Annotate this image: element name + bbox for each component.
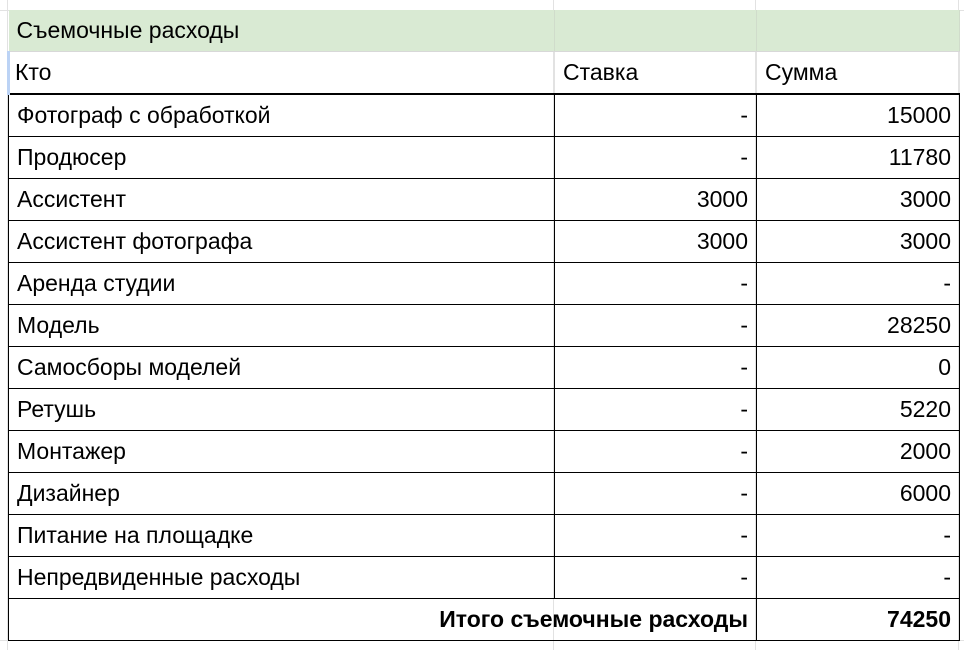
- sum-cell[interactable]: 0: [757, 347, 960, 389]
- who-cell[interactable]: Модель: [9, 305, 555, 347]
- who-cell[interactable]: Монтажер: [9, 431, 555, 473]
- table-row: [9, 179, 960, 221]
- table-row: [9, 221, 960, 263]
- header-row: [9, 52, 960, 95]
- total-value-cell[interactable]: 74250: [757, 599, 960, 641]
- cost-table: [7, 10, 960, 641]
- who-cell[interactable]: Фотограф с обработкой: [9, 94, 555, 137]
- sum-cell[interactable]: -: [757, 557, 960, 599]
- empty-cell[interactable]: [757, 10, 960, 52]
- sum-cell[interactable]: 11780: [757, 137, 960, 179]
- table-row: [9, 515, 960, 557]
- who-cell[interactable]: Ассистент фотографа: [9, 221, 555, 263]
- sum-cell[interactable]: -: [757, 263, 960, 305]
- rate-cell[interactable]: -: [555, 94, 757, 137]
- who-cell[interactable]: Дизайнер: [9, 473, 555, 515]
- sum-cell[interactable]: -: [757, 515, 960, 557]
- who-cell[interactable]: Ассистент: [9, 179, 555, 221]
- table-row: [9, 305, 960, 347]
- who-cell[interactable]: Аренда студии: [9, 263, 555, 305]
- who-cell[interactable]: Питание на площадке: [9, 515, 555, 557]
- table-row: [9, 557, 960, 599]
- total-row: [9, 599, 960, 641]
- table-row: [9, 473, 960, 515]
- title-cell[interactable]: Съемочные расходы: [9, 10, 555, 52]
- sum-cell[interactable]: 28250: [757, 305, 960, 347]
- table-row: [9, 137, 960, 179]
- who-cell[interactable]: Ретушь: [9, 389, 555, 431]
- who-cell[interactable]: Продюсер: [9, 137, 555, 179]
- title-row: [9, 10, 960, 52]
- rate-cell[interactable]: -: [555, 347, 757, 389]
- sum-cell[interactable]: 6000: [757, 473, 960, 515]
- sum-cell[interactable]: 2000: [757, 431, 960, 473]
- who-cell[interactable]: Самосборы моделей: [9, 347, 555, 389]
- rate-cell[interactable]: -: [555, 263, 757, 305]
- table-row: [9, 389, 960, 431]
- empty-cell[interactable]: [555, 10, 757, 52]
- sum-cell[interactable]: 15000: [757, 94, 960, 137]
- rate-cell[interactable]: -: [555, 473, 757, 515]
- table-row: [9, 263, 960, 305]
- rate-cell[interactable]: 3000: [555, 221, 757, 263]
- table-row: [9, 431, 960, 473]
- header-sum[interactable]: Сумма: [757, 52, 960, 95]
- table-row: [9, 94, 960, 137]
- rate-cell[interactable]: -: [555, 431, 757, 473]
- sum-cell[interactable]: 3000: [757, 221, 960, 263]
- rate-cell[interactable]: -: [555, 137, 757, 179]
- total-label-cell[interactable]: Итого съемочные расходы: [9, 599, 757, 641]
- table-row: [9, 347, 960, 389]
- rate-cell[interactable]: -: [555, 389, 757, 431]
- sum-cell[interactable]: 5220: [757, 389, 960, 431]
- rate-cell[interactable]: -: [555, 557, 757, 599]
- rate-cell[interactable]: -: [555, 515, 757, 557]
- header-who[interactable]: Кто: [9, 52, 555, 95]
- rate-cell[interactable]: 3000: [555, 179, 757, 221]
- header-rate[interactable]: Ставка: [555, 52, 757, 95]
- who-cell[interactable]: Непредвиденные расходы: [9, 557, 555, 599]
- sum-cell[interactable]: 3000: [757, 179, 960, 221]
- rate-cell[interactable]: -: [555, 305, 757, 347]
